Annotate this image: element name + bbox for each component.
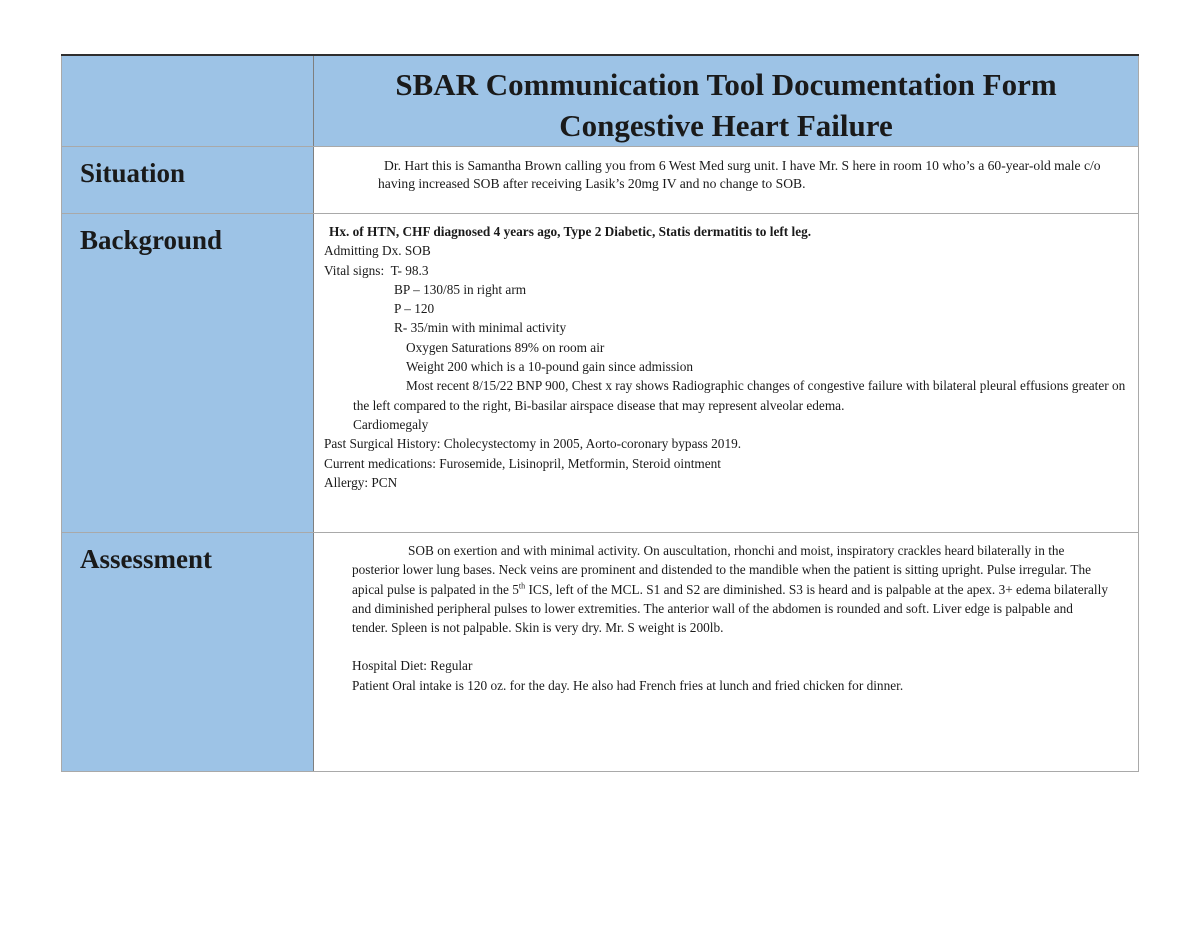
assessment-para — [352, 541, 1108, 637]
situation-label: Situation — [80, 158, 186, 188]
sbar-form-table — [61, 54, 1139, 772]
pulse-line: P – 120 — [394, 301, 435, 317]
assessment-content-cell — [314, 533, 1139, 772]
admitting-dx-line: Admitting Dx. SOB — [324, 243, 431, 259]
background-label-cell — [62, 214, 314, 533]
form-title-line1: SBAR Communication Tool Documentation Form — [395, 67, 1057, 102]
background-row — [62, 214, 1139, 533]
resp-line: R- 35/min with minimal activity — [394, 320, 567, 336]
background-text — [314, 214, 1138, 492]
form-title — [314, 56, 1138, 146]
medications-line: Current medications: Furosemide, Lisinopril, Metformin, Steroid ointment — [324, 455, 722, 471]
surgical-history-line: Past Surgical History: Cholecystectomy in 2005, Aorto-coronary bypass 2019. — [324, 436, 742, 452]
assessment-row — [62, 533, 1139, 772]
oxygen-line: Oxygen Saturations 89% on room air — [406, 339, 605, 355]
diet-line: Hospital Diet: Regular — [352, 658, 473, 674]
header-row — [62, 55, 1139, 147]
recent-findings-para: Most recent 8/15/22 BNP 900, Chest x ray shows Radiographic changes of congestive failure with bilateral pleural effusions greater on the left compared to the right, Bi-basilar airspace disease that may represent alveolar edema. — [353, 378, 1126, 413]
situation-label-cell — [62, 147, 314, 214]
assessment-label-cell — [62, 533, 314, 772]
header-label-cell — [62, 55, 314, 147]
assessment-para-part1: SOB on exertion and with minimal activity. On auscultation, rhonchi and moist, inspiratory crackles heard bilaterally in the posterior lower lung bases. Neck veins are prominent and distended to the mandible when the patient is sitting upright. Pulse irregular. The apical pulse is palpated in the 5 — [352, 543, 1092, 597]
intake-line: Patient Oral intake is 120 oz. for the day. He also had French fries at lunch and fried chicken for dinner. — [352, 677, 904, 693]
allergy-line: Allergy: PCN — [324, 474, 398, 490]
assessment-superscript: th — [518, 581, 526, 591]
bp-line: BP – 130/85 in right arm — [394, 281, 527, 297]
situation-text: Dr. Hart this is Samantha Brown calling you from 6 West Med surg unit. I have Mr. S here in room 10 who’s a 60-year-old male c/o having increased SOB after receiving Lasik’s 20mg IV and no change to SOB. — [378, 158, 1101, 191]
diet-block — [352, 656, 1108, 695]
assessment-label: Assessment — [80, 544, 212, 574]
vital-signs-label: Vital signs: — [324, 262, 385, 278]
form-title-line2: Congestive Heart Failure — [559, 108, 893, 143]
header-title-cell — [314, 55, 1139, 147]
weight-line: Weight 200 which is a 10-pound gain since admission — [406, 359, 693, 375]
situation-content-cell — [314, 147, 1139, 214]
background-label: Background — [80, 225, 223, 255]
cardiomegaly-line: Cardiomegaly — [353, 416, 429, 432]
history-line: Hx. of HTN, CHF diagnosed 4 years ago, Type 2 Diabetic, Statis dermatitis to left leg. — [329, 224, 812, 239]
background-content-cell — [314, 214, 1139, 533]
temp-value: T- 98.3 — [390, 262, 429, 278]
situation-row — [62, 147, 1139, 214]
assessment-text — [314, 533, 1138, 695]
assessment-para-part2: ICS, left of the MCL. S1 and S2 are diminished. S3 is heard and is palpable at the apex. 3+ edema bilaterally and diminished peripheral pulses to lower extremities. The anterior wall of the abdomen is rounded and soft. Liver edge is palpable and tender. Spleen is not palpable. Skin is very dry. Mr. S weight is 200lb. — [352, 581, 1108, 636]
vital-signs-line — [324, 261, 1132, 280]
